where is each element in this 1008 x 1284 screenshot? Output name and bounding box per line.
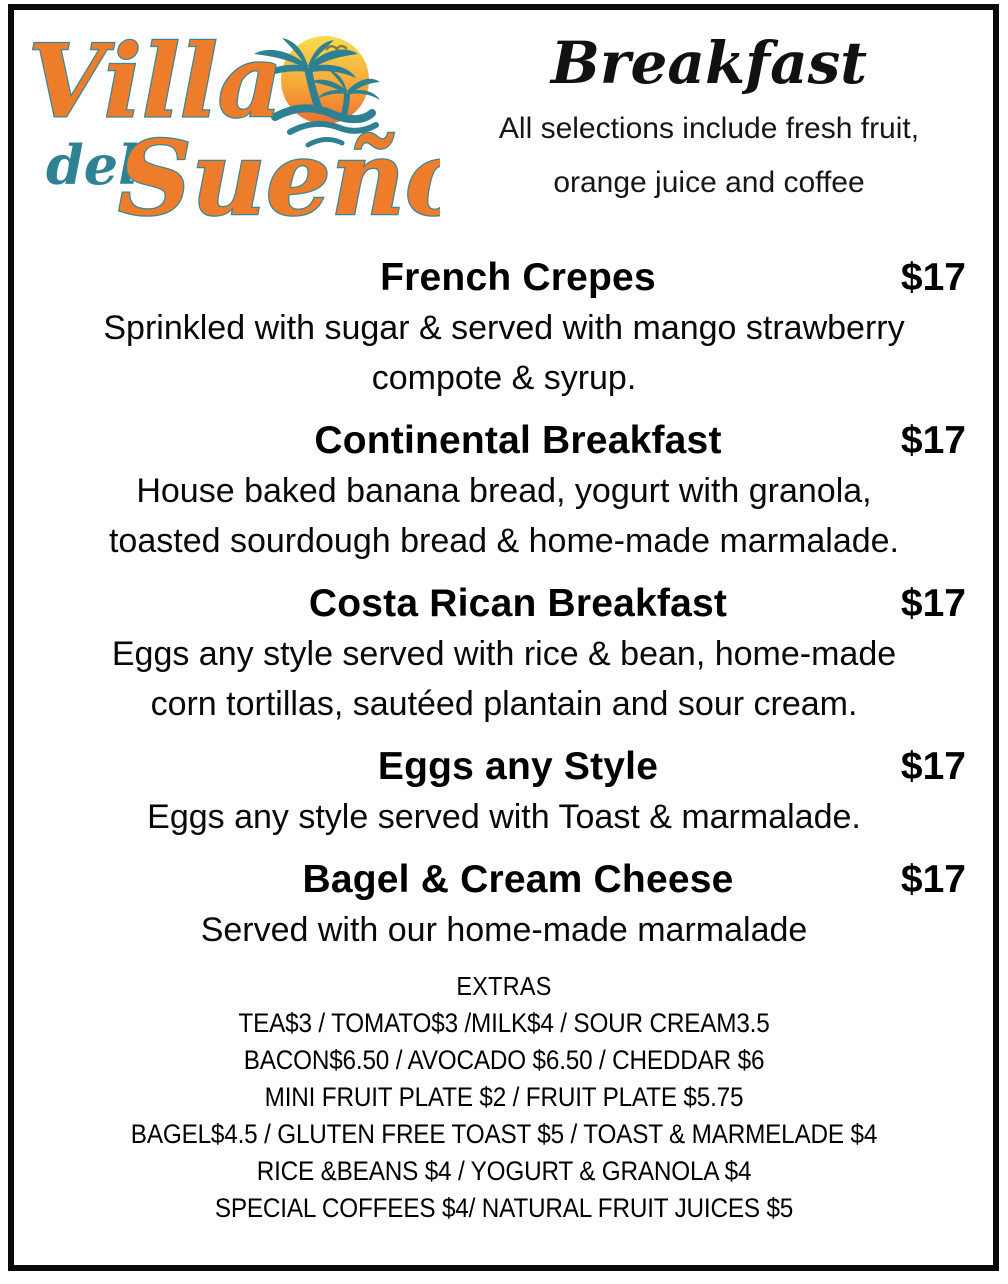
item-price: $17 bbox=[900, 256, 966, 299]
item-name: Continental Breakfast bbox=[314, 419, 722, 462]
extras-line: BACON$6.50 / AVOCADO $6.50 / CHEDDAR $6 bbox=[243, 1045, 765, 1075]
menu-item bbox=[0, 416, 1008, 566]
extras-header: EXTRAS bbox=[456, 971, 552, 1001]
item-header bbox=[0, 742, 1008, 792]
extras-line: TEA$3 / TOMATO$3 /MILK$4 / SOUR CREAM3.5 bbox=[238, 1008, 770, 1038]
villa-del-sueno-logo bbox=[20, 14, 440, 243]
logo-word-villa: Villa bbox=[28, 22, 283, 140]
extras-line: SPECIAL COFFEES $4/ NATURAL FRUIT JUICES $5 bbox=[214, 1193, 794, 1223]
item-description bbox=[0, 303, 1008, 403]
logo-word-del: del bbox=[46, 133, 139, 197]
item-description-line: House baked banana bread, yogurt with granola, bbox=[136, 472, 872, 510]
item-name: Costa Rican Breakfast bbox=[308, 582, 728, 625]
menu-item bbox=[0, 742, 1008, 842]
menu-title: Breakfast bbox=[550, 29, 868, 97]
menu-item bbox=[0, 579, 1008, 729]
menu-item bbox=[0, 855, 1008, 955]
logo-word-sueno: Sueño bbox=[118, 119, 440, 226]
item-name: Bagel & Cream Cheese bbox=[302, 858, 734, 901]
item-name: French Crepes bbox=[380, 256, 656, 299]
item-description bbox=[0, 629, 1008, 729]
item-description-line: toasted sourdough bread & home-made marmalade. bbox=[108, 522, 900, 560]
item-price: $17 bbox=[900, 582, 966, 625]
item-header bbox=[0, 855, 1008, 905]
extras-line: MINI FRUIT PLATE $2 / FRUIT PLATE $5.75 bbox=[264, 1082, 744, 1112]
item-header bbox=[0, 579, 1008, 629]
extras-line: BAGEL$4.5 / GLUTEN FREE TOAST $5 / TOAST & MARMELADE $4 bbox=[130, 1119, 878, 1149]
item-description-line: compote & syrup. bbox=[371, 359, 637, 397]
item-description-line: Served with our home-made marmalade bbox=[200, 911, 808, 949]
item-description bbox=[0, 792, 1008, 842]
item-description bbox=[0, 905, 1008, 955]
menu-subtitle-line1: All selections include fresh fruit, bbox=[498, 112, 920, 145]
extras-line: RICE &BEANS $4 / YOGURT & GRANOLA $4 bbox=[256, 1156, 752, 1186]
item-price: $17 bbox=[900, 745, 966, 788]
menu-header bbox=[0, 0, 1008, 243]
logo-graphic bbox=[20, 14, 440, 226]
item-header bbox=[0, 416, 1008, 466]
item-header bbox=[0, 253, 1008, 303]
menu-item bbox=[0, 253, 1008, 403]
item-description-line: Sprinkled with sugar & served with mango strawberry bbox=[103, 309, 905, 347]
extras-section bbox=[50, 968, 957, 1227]
menu-subtitle-line2: orange juice and coffee bbox=[553, 166, 865, 199]
item-name: Eggs any Style bbox=[377, 745, 659, 788]
item-description-line: Eggs any style served with rice & bean, home-made bbox=[111, 635, 897, 673]
item-price: $17 bbox=[900, 419, 966, 462]
item-description-line: corn tortillas, sautéed plantain and sour cream. bbox=[150, 685, 858, 723]
header-right bbox=[440, 14, 1008, 243]
item-description bbox=[0, 466, 1008, 566]
item-price: $17 bbox=[900, 858, 966, 901]
menu-items bbox=[0, 243, 1008, 1227]
item-description-line: Eggs any style served with Toast & marmalade. bbox=[147, 798, 861, 836]
